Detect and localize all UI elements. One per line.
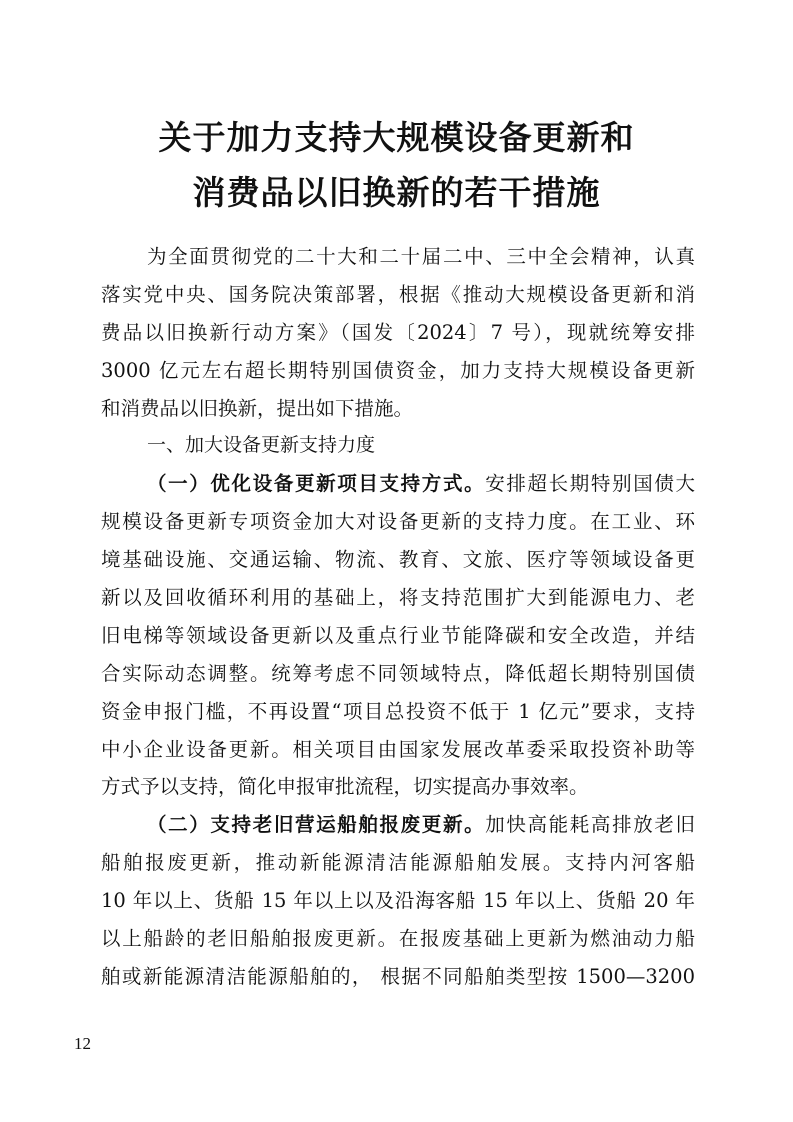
intro-line: 费品以旧换新行动方案》（国发〔2024〕7 号），现就统筹安排 — [101, 320, 695, 344]
item-2-line: 10 年以上、货船 15 年以上以及沿海客船 15 年以上、货船 20 年 — [101, 889, 695, 913]
intro-line: 落实党中央、国务院决策部署，根据《推动大规模设备更新和消 — [101, 282, 695, 306]
item-1-line: 方式予以支持，简化申报审批流程，切实提高办事效率。 — [101, 775, 589, 799]
section-heading: 一、加大设备更新支持力度 — [147, 434, 376, 457]
item-2-line: 以上船龄的老旧船舶报废更新。在报废基础上更新为燃油动力船 — [101, 927, 695, 951]
item-1-line: 新以及回收循环利用的基础上，将支持范围扩大到能源电力、老 — [101, 586, 695, 610]
item-1-line: 资金申报门槛，不再设置“项目总投资不低于 1 亿元”要求，支持 — [101, 699, 695, 723]
document-title-line-1: 关于加力支持大规模设备更新和 — [158, 118, 635, 157]
item-1-first-line-rest: 安排超长期特别国债大 — [485, 472, 695, 496]
item-1-first-line — [101, 465, 695, 503]
item-2-first-line-rest: 加快高能耗高排放老旧 — [485, 813, 695, 837]
document-title-line-2: 消费品以旧换新的若干措施 — [192, 173, 601, 212]
item-1-bold-lead: （一）优化设备更新项目支持方式。 — [147, 472, 486, 496]
intro-line: 3000 亿元左右超长期特别国债资金，加力支持大规模设备更新 — [101, 358, 695, 382]
item-2-bold-lead: （二）支持老旧营运船舶报废更新。 — [147, 813, 486, 837]
item-1-line: 规模设备更新专项资金加大对设备更新的支持力度。在工业、环 — [101, 510, 695, 534]
item-2-first-line — [101, 806, 695, 844]
document-body — [101, 238, 695, 996]
intro-line: 和消费品以旧换新，提出如下措施。 — [101, 396, 414, 420]
item-1-line: 旧电梯等领域设备更新以及重点行业节能降碳和安全改造，并结 — [101, 623, 695, 647]
page-number: 12 — [74, 1034, 91, 1053]
intro-line: 为全面贯彻党的二十大和二十届二中、三中全会精神，认真 — [147, 245, 695, 268]
item-2-line: 舶或新能源清洁能源船舶的， 根据不同船舶类型按 1500—3200 — [101, 964, 695, 988]
item-1-line: 境基础设施、交通运输、物流、教育、文旅、医疗等领域设备更 — [101, 548, 695, 572]
item-1-line: 合实际动态调整。统筹考虑不同领域特点，降低超长期特别国债 — [101, 661, 695, 685]
item-2-line: 船舶报废更新，推动新能源清洁能源船舶发展。支持内河客船 — [101, 851, 695, 875]
item-1-line: 中小企业设备更新。相关项目由国家发展改革委采取投资补助等 — [101, 737, 695, 761]
